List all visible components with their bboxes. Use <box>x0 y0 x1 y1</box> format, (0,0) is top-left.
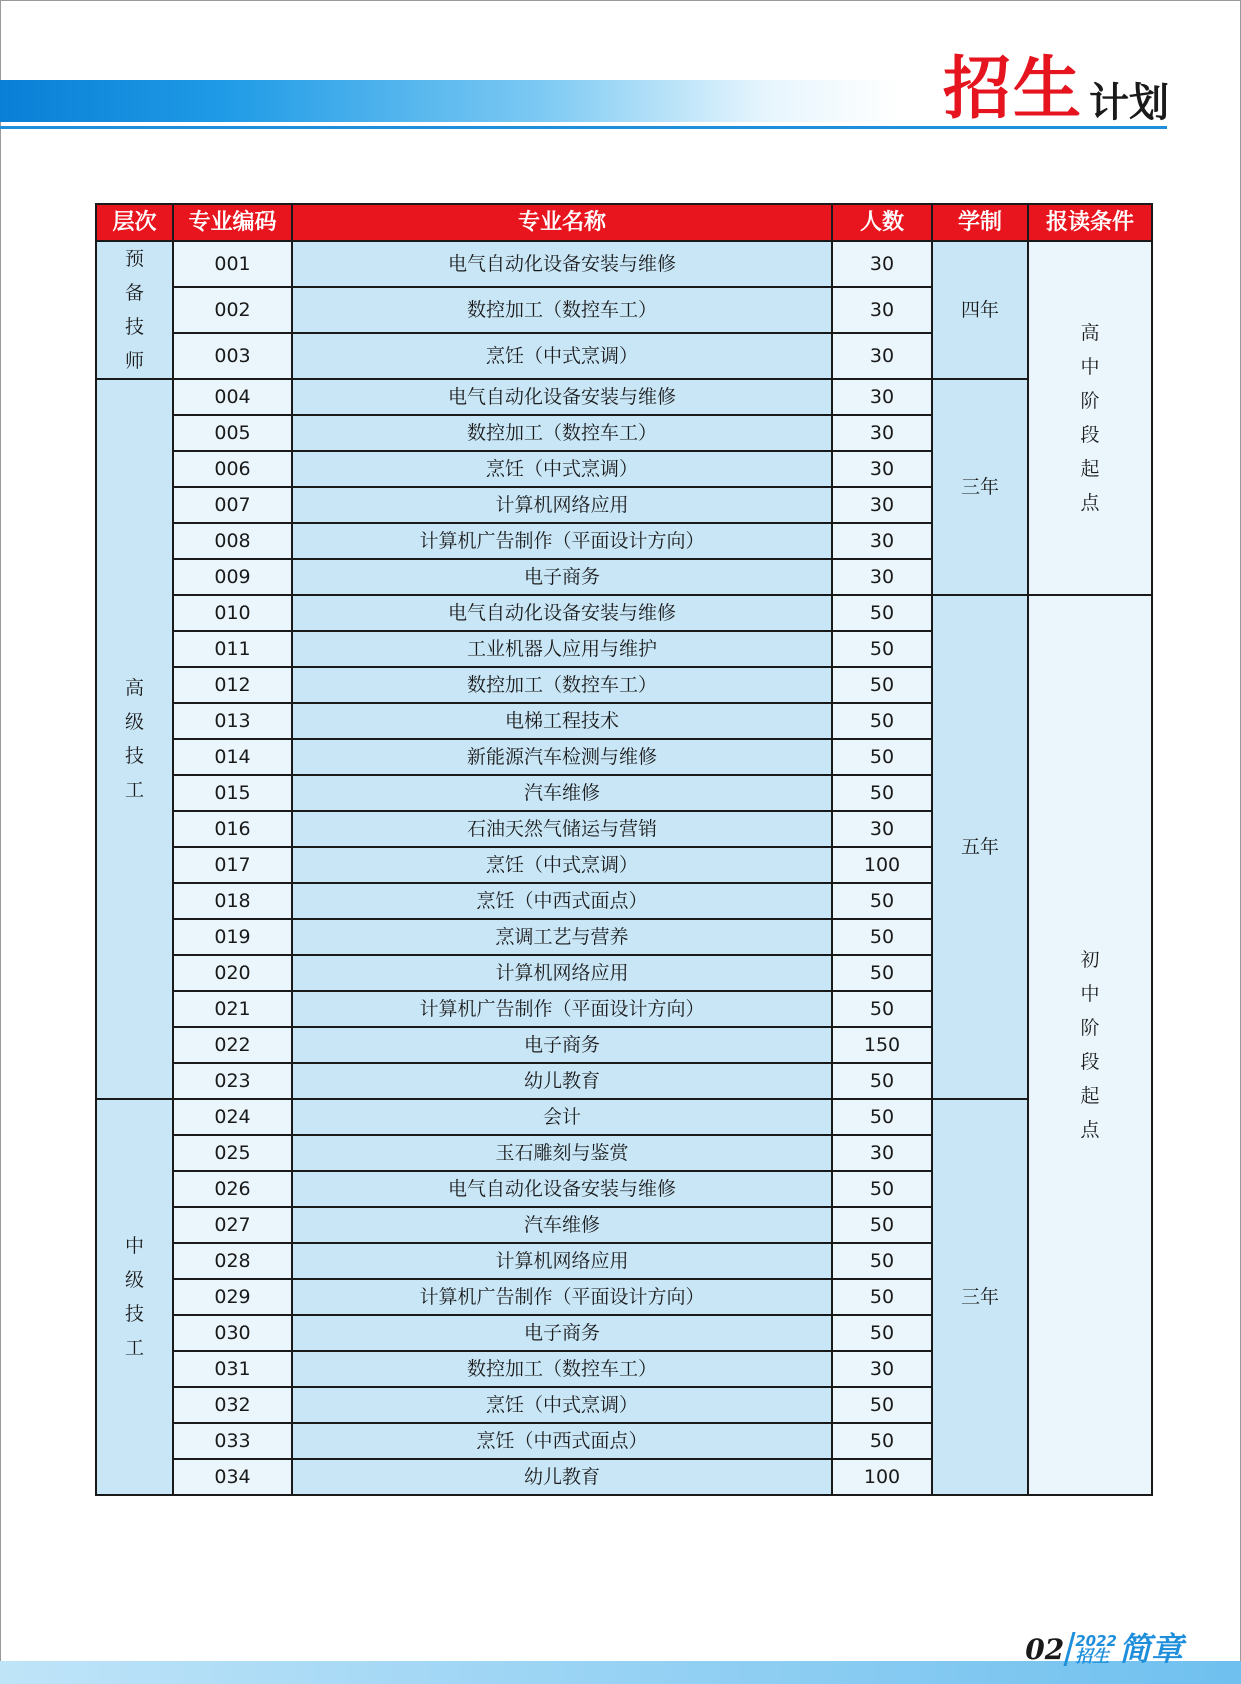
major-code-cell: 034 <box>173 1459 292 1495</box>
column-header-count: 人数 <box>832 204 932 241</box>
major-code-cell: 028 <box>173 1243 292 1279</box>
major-code-cell: 013 <box>173 703 292 739</box>
major-code-cell: 015 <box>173 775 292 811</box>
major-name-cell: 数控加工（数控车工） <box>292 415 832 451</box>
major-code-cell: 011 <box>173 631 292 667</box>
major-code-cell: 006 <box>173 451 292 487</box>
level-label: 预备技师 <box>124 248 144 372</box>
enrollment-count-cell: 30 <box>832 1135 932 1171</box>
enrollment-count-cell: 50 <box>832 667 932 703</box>
table-body <box>96 241 1152 1495</box>
major-name-cell: 新能源汽车检测与维修 <box>292 739 832 775</box>
brand-stack <box>1075 1634 1117 1666</box>
major-code-cell: 030 <box>173 1315 292 1351</box>
major-code-cell: 003 <box>173 333 292 379</box>
major-name-cell: 电子商务 <box>292 1315 832 1351</box>
major-name-cell: 电子商务 <box>292 1027 832 1063</box>
major-name-cell: 幼儿教育 <box>292 1063 832 1099</box>
enrollment-count-cell: 100 <box>832 847 932 883</box>
brand-year: 2022 <box>1075 1632 1117 1650</box>
major-name-cell: 烹饪（中西式面点） <box>292 1423 832 1459</box>
major-code-cell: 014 <box>173 739 292 775</box>
level-label: 中级技工 <box>124 1235 144 1359</box>
major-name-cell: 计算机广告制作（平面设计方向） <box>292 523 832 559</box>
page-title <box>943 52 1169 128</box>
major-code-cell: 005 <box>173 415 292 451</box>
footer-brand <box>1025 1630 1183 1666</box>
page-title-sub: 计划 <box>1089 80 1169 126</box>
major-code-cell: 001 <box>173 241 292 287</box>
major-name-cell: 工业机器人应用与维护 <box>292 631 832 667</box>
enrollment-count-cell: 50 <box>832 1423 932 1459</box>
enrollment-count-cell: 30 <box>832 811 932 847</box>
enrollment-count-cell: 50 <box>832 883 932 919</box>
footer-divider <box>1064 1632 1076 1666</box>
major-code-cell: 020 <box>173 955 292 991</box>
column-header-name: 专业名称 <box>292 204 832 241</box>
enrollment-count-cell: 30 <box>832 559 932 595</box>
duration-cell: 四年 <box>932 241 1028 379</box>
major-name-cell: 汽车维修 <box>292 1207 832 1243</box>
column-header-code: 专业编码 <box>173 204 292 241</box>
major-name-cell: 会计 <box>292 1099 832 1135</box>
enrollment-count-cell: 30 <box>832 415 932 451</box>
major-code-cell: 012 <box>173 667 292 703</box>
enrollment-count-cell: 30 <box>832 333 932 379</box>
column-header-level: 层次 <box>96 204 173 241</box>
major-code-cell: 007 <box>173 487 292 523</box>
enrollment-count-cell: 100 <box>832 1459 932 1495</box>
major-name-cell: 电气自动化设备安装与维修 <box>292 1171 832 1207</box>
major-code-cell: 033 <box>173 1423 292 1459</box>
enrollment-count-cell: 50 <box>832 595 932 631</box>
major-name-cell: 烹饪（中西式面点） <box>292 883 832 919</box>
major-code-cell: 023 <box>173 1063 292 1099</box>
major-name-cell: 烹饪（中式烹调） <box>292 1387 832 1423</box>
major-code-cell: 026 <box>173 1171 292 1207</box>
major-name-cell: 数控加工（数控车工） <box>292 667 832 703</box>
major-name-cell: 电梯工程技术 <box>292 703 832 739</box>
page-title-main: 招生 <box>942 50 1083 129</box>
enrollment-count-cell: 50 <box>832 739 932 775</box>
major-name-cell: 电子商务 <box>292 559 832 595</box>
table-row <box>96 1099 1152 1135</box>
enrollment-count-cell: 30 <box>832 241 932 287</box>
major-name-cell: 计算机网络应用 <box>292 955 832 991</box>
table-row <box>96 241 1152 287</box>
major-code-cell: 016 <box>173 811 292 847</box>
major-code-cell: 021 <box>173 991 292 1027</box>
major-name-cell: 烹饪（中式烹调） <box>292 451 832 487</box>
level-label: 高级技工 <box>124 677 144 801</box>
enrollment-count-cell: 30 <box>832 1351 932 1387</box>
major-name-cell: 电气自动化设备安装与维修 <box>292 241 832 287</box>
major-code-cell: 031 <box>173 1351 292 1387</box>
duration-cell: 三年 <box>932 379 1028 595</box>
enrollment-plan-table <box>95 203 1153 1496</box>
level-cell <box>96 379 173 1099</box>
enrollment-count-cell: 50 <box>832 1171 932 1207</box>
major-code-cell: 008 <box>173 523 292 559</box>
enrollment-count-cell: 50 <box>832 955 932 991</box>
major-name-cell: 电气自动化设备安装与维修 <box>292 595 832 631</box>
condition-cell <box>1028 595 1152 1495</box>
enrollment-count-cell: 30 <box>832 287 932 333</box>
brand-subtitle: 招生 <box>1075 1647 1110 1667</box>
major-code-cell: 019 <box>173 919 292 955</box>
column-header-duration: 学制 <box>932 204 1028 241</box>
major-name-cell: 计算机广告制作（平面设计方向） <box>292 1279 832 1315</box>
enrollment-count-cell: 50 <box>832 1099 932 1135</box>
enrollment-count-cell: 50 <box>832 631 932 667</box>
enrollment-count-cell: 30 <box>832 487 932 523</box>
major-name-cell: 烹饪（中式烹调） <box>292 333 832 379</box>
major-name-cell: 计算机网络应用 <box>292 487 832 523</box>
enrollment-count-cell: 50 <box>832 1207 932 1243</box>
major-name-cell: 汽车维修 <box>292 775 832 811</box>
major-name-cell: 电气自动化设备安装与维修 <box>292 379 832 415</box>
enrollment-count-cell: 50 <box>832 991 932 1027</box>
table-row <box>96 379 1152 415</box>
major-name-cell: 石油天然气储运与营销 <box>292 811 832 847</box>
major-code-cell: 017 <box>173 847 292 883</box>
major-code-cell: 002 <box>173 287 292 333</box>
major-code-cell: 032 <box>173 1387 292 1423</box>
brand-title: 简章 <box>1118 1630 1183 1668</box>
major-code-cell: 010 <box>173 595 292 631</box>
condition-cell <box>1028 241 1152 595</box>
major-code-cell: 027 <box>173 1207 292 1243</box>
condition-label: 初中阶段起点 <box>1080 949 1100 1141</box>
enrollment-count-cell: 50 <box>832 1243 932 1279</box>
column-header-condition: 报读条件 <box>1028 204 1152 241</box>
enrollment-count-cell: 50 <box>832 1063 932 1099</box>
major-code-cell: 022 <box>173 1027 292 1063</box>
major-code-cell: 004 <box>173 379 292 415</box>
enrollment-count-cell: 30 <box>832 451 932 487</box>
duration-cell: 五年 <box>932 595 1028 1099</box>
major-name-cell: 计算机广告制作（平面设计方向） <box>292 991 832 1027</box>
enrollment-count-cell: 30 <box>832 523 932 559</box>
major-code-cell: 025 <box>173 1135 292 1171</box>
enrollment-count-cell: 50 <box>832 703 932 739</box>
major-code-cell: 029 <box>173 1279 292 1315</box>
major-name-cell: 数控加工（数控车工） <box>292 1351 832 1387</box>
table-header-row <box>96 204 1152 241</box>
condition-label: 高中阶段起点 <box>1080 322 1100 514</box>
page-number: 02 <box>1025 1633 1065 1666</box>
header-gradient-bar <box>0 80 900 122</box>
enrollment-count-cell: 50 <box>832 1315 932 1351</box>
level-cell <box>96 1099 173 1495</box>
major-name-cell: 数控加工（数控车工） <box>292 287 832 333</box>
table-row <box>96 595 1152 631</box>
major-name-cell: 玉石雕刻与鉴赏 <box>292 1135 832 1171</box>
level-cell <box>96 241 173 379</box>
enrollment-count-cell: 150 <box>832 1027 932 1063</box>
enrollment-count-cell: 30 <box>832 379 932 415</box>
major-name-cell: 幼儿教育 <box>292 1459 832 1495</box>
major-name-cell: 烹调工艺与营养 <box>292 919 832 955</box>
duration-cell: 三年 <box>932 1099 1028 1495</box>
major-code-cell: 009 <box>173 559 292 595</box>
enrollment-count-cell: 50 <box>832 775 932 811</box>
major-code-cell: 018 <box>173 883 292 919</box>
enrollment-count-cell: 50 <box>832 1279 932 1315</box>
major-name-cell: 烹饪（中式烹调） <box>292 847 832 883</box>
enrollment-count-cell: 50 <box>832 1387 932 1423</box>
enrollment-count-cell: 50 <box>832 919 932 955</box>
major-name-cell: 计算机网络应用 <box>292 1243 832 1279</box>
major-code-cell: 024 <box>173 1099 292 1135</box>
